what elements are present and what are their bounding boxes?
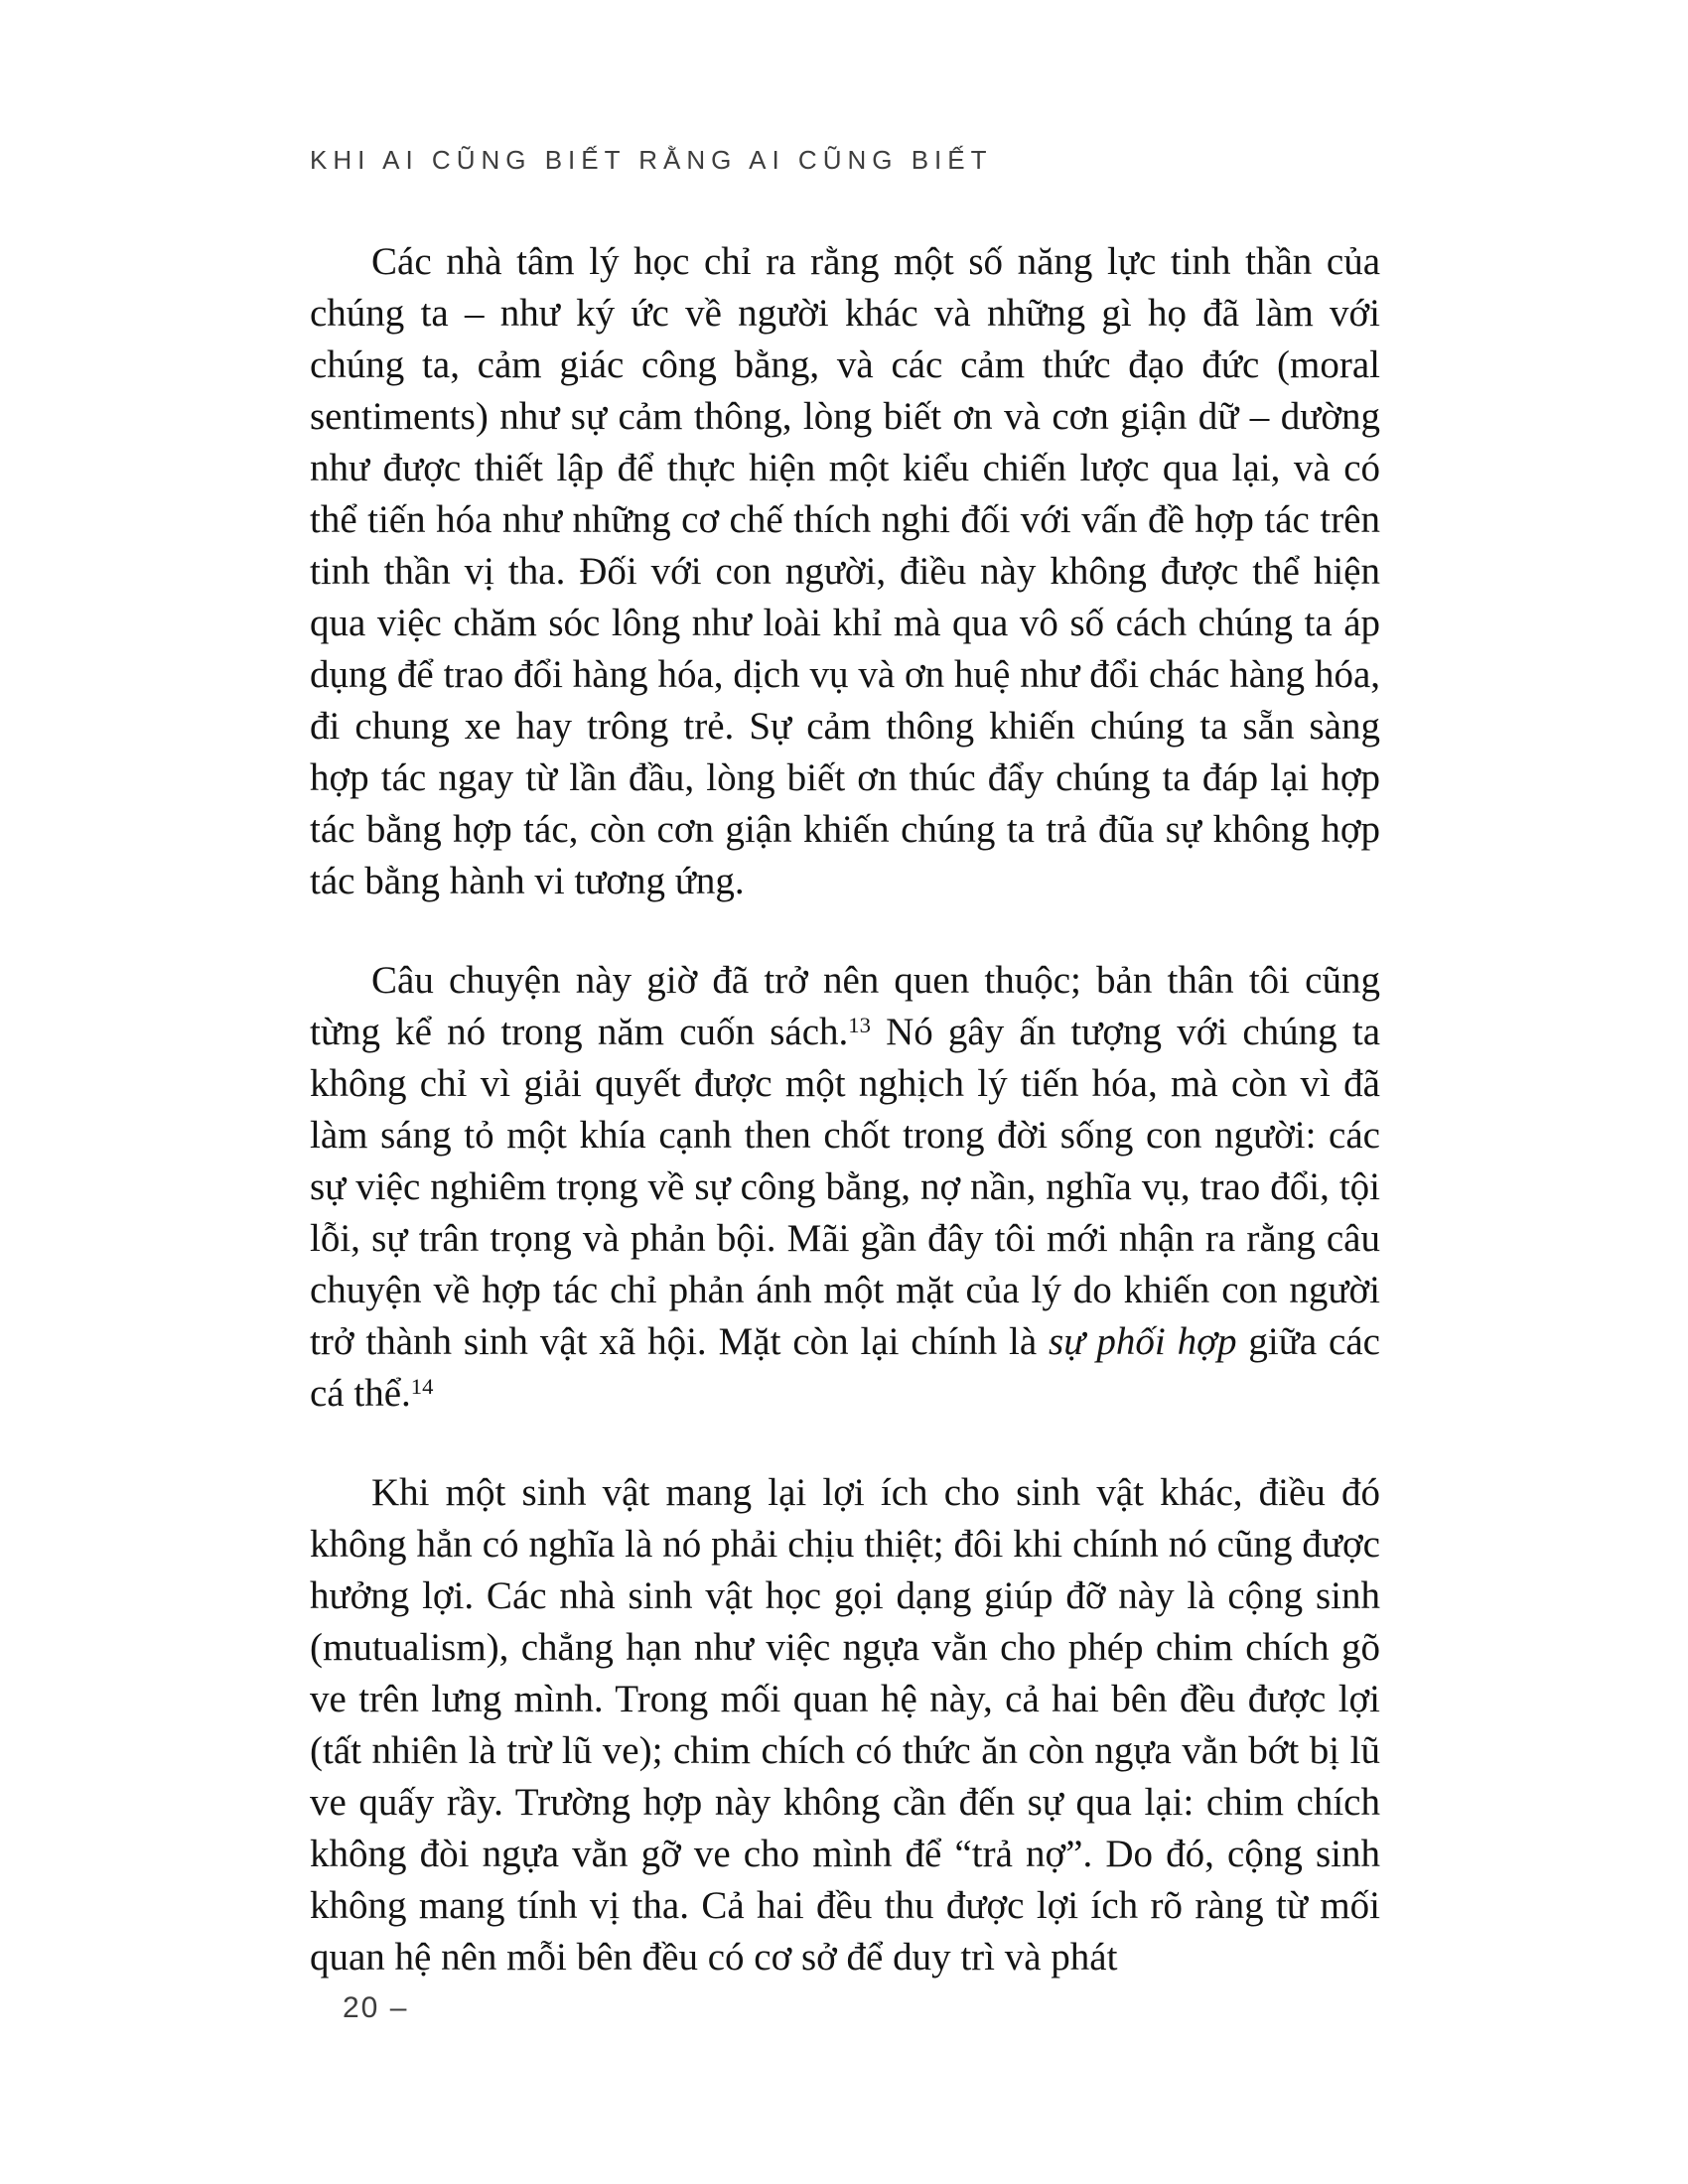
text-run: Nó gây ấn tượng với chúng ta không chỉ vì giải quyết được một nghịch lý tiến hóa, mà còn vì đã làm sáng tỏ một khía cạnh then chốt trong đời sống con người: các sự việc nghiêm trọng về sự công bằng, nợ nần, nghĩa vụ, trao đổi, tội lỗi, sự trân trọng và phản bội. Mãi gần đây tôi mới nhận ra rằng câu chuyện về hợp tác chỉ phản ánh một mặt của lý do khiến con người trở thành sinh vật xã hội. Mặt còn lại chính là: [310, 1011, 1381, 1363]
text-run: Câu chuyện này giờ đã trở nên quen thuộc; bản thân tôi cũng từng kể nó trong năm cuốn sách.: [310, 959, 1380, 1053]
footnote-reference: 13: [848, 1012, 871, 1037]
text-run: Các nhà tâm lý học chỉ ra rằng một số năng lực tinh thần của chúng ta – như ký ức về người khác và những gì họ đã làm với chúng ta, cảm giác công bằng, và các cảm thức đạo đức (moral sentiments) như sự cảm thông, lòng biết ơn và cơn giận dữ – dường như được thiết lập để thực hiện một kiểu chiến lược qua lại, và có thể tiến hóa như những cơ chế thích nghi đối với vấn đề hợp tác trên tinh thần vị tha. Đối với con người, điều này không được thể hiện qua việc chăm sóc lông như loài khỉ mà qua vô số cách chúng ta áp dụng để trao đổi hàng hóa, dịch vụ và ơn huệ như đổi chác hàng hóa, đi chung xe hay trông trẻ. Sự cảm thông khiến chúng ta sẵn sàng hợp tác ngay từ lần đầu, lòng biết ơn thúc đẩy chúng ta đáp lại hợp tác bằng hợp tác, còn cơn giận khiến chúng ta trả đũa sự không hợp tác bằng hành vi tương ứng.: [310, 240, 1380, 902]
text-column: [310, 236, 1380, 1983]
page-number: 20 –: [343, 1991, 409, 2024]
footnote-reference: 14: [410, 1373, 434, 1399]
paragraph: [310, 1467, 1380, 1983]
emphasis-text: sự phối hợp: [1049, 1320, 1237, 1363]
paragraph: [310, 955, 1380, 1420]
paragraph: [310, 236, 1380, 907]
running-head: KHI AI CŨNG BIẾT RẰNG AI CŨNG BIẾT: [310, 145, 993, 175]
text-run: Khi một sinh vật mang lại lợi ích cho sinh vật khác, điều đó không hẳn có nghĩa là nó phải chịu thiệt; đôi khi chính nó cũng được hưởng lợi. Các nhà sinh vật học gọi dạng giúp đỡ này là cộng sinh (mutualism), chẳng hạn như việc ngựa vằn cho phép chim chích gõ ve trên lưng mình. Trong mối quan hệ này, cả hai bên đều được lợi (tất nhiên là trừ lũ ve); chim chích có thức ăn còn ngựa vằn bớt bị lũ ve quấy rầy. Trường hợp này không cần đến sự qua lại: chim chích không đòi ngựa vằn gỡ ve cho mình để “trả nợ”. Do đó, cộng sinh không mang tính vị tha. Cả hai đều thu được lợi ích rõ ràng từ mối quan hệ nên mỗi bên đều có cơ sở để duy trì và phát: [310, 1471, 1380, 1979]
text-run: giữa các cá thể.: [310, 1320, 1380, 1415]
